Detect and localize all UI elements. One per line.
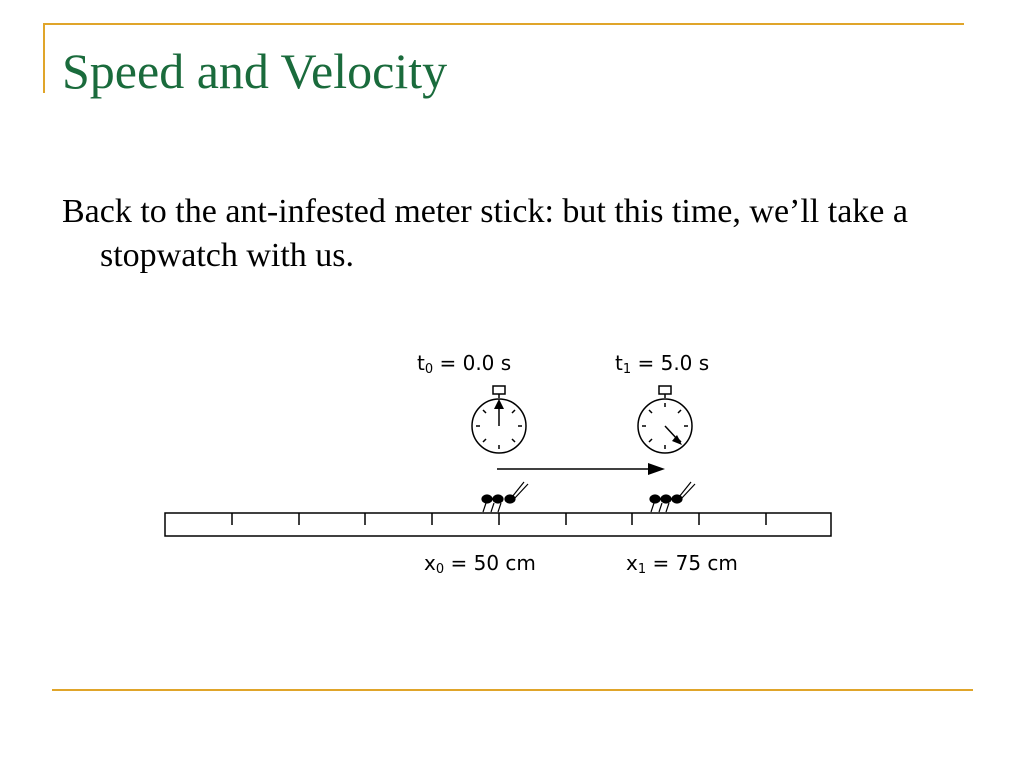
ant-end-icon: [650, 482, 695, 512]
stopwatch-start-icon: [472, 386, 526, 453]
motion-arrow: [497, 463, 665, 475]
slide-title: Speed and Velocity: [62, 43, 448, 99]
stopwatch-end-icon: [638, 386, 692, 453]
t0-label: $t_0 = 0.0$ s: [417, 351, 512, 377]
ant-start-icon: [482, 482, 528, 512]
t1-label: $t_1 = 5.0$ s: [615, 351, 710, 377]
x1-label: $x_1 = 75$ cm: [626, 551, 738, 577]
x0-label: $x_0 = 50$ cm: [424, 551, 536, 577]
meter-stick: [165, 513, 831, 536]
frame-bottom-rule: [52, 689, 973, 691]
body-paragraph: Back to the ant-infested meter stick: but this time, we’ll take a stopwatch with us.: [62, 193, 908, 275]
